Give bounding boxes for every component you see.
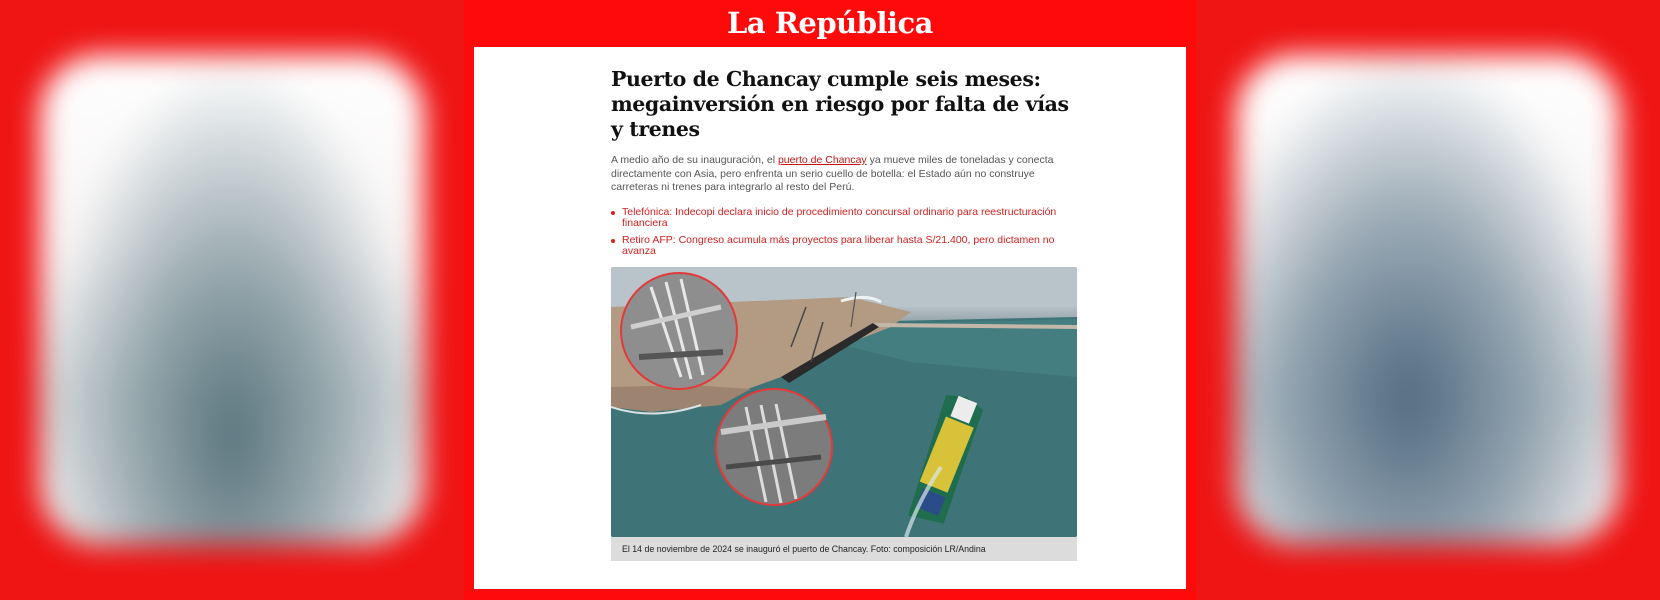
related-links xyxy=(611,207,1079,258)
brand-logo[interactable]: La República xyxy=(727,6,933,40)
inset-highway-photo xyxy=(621,273,737,389)
article-photo[interactable] xyxy=(611,267,1077,537)
related-link[interactable] xyxy=(611,207,1079,230)
photo-caption: El 14 de noviembre de 2024 se inauguró el puerto de Chancay. Foto: composición LR/Andina xyxy=(611,537,1077,561)
article-frame xyxy=(464,0,1196,600)
summary-text-start: A medio año de su inauguración, el xyxy=(611,154,778,166)
bullet-icon xyxy=(611,239,615,243)
blurred-background-right xyxy=(1196,0,1660,600)
bullet-icon xyxy=(611,211,615,215)
inset-tunnel-photo xyxy=(716,389,832,505)
blurred-background-left xyxy=(0,0,464,600)
article-content xyxy=(611,67,1079,561)
related-link-text: Telefónica: Indecopi declara inicio de procedimiento concursal ordinario para reestructuración financiera xyxy=(622,205,1057,229)
related-link-text: Retiro AFP: Congreso acumula más proyectos para liberar hasta S/21.400, pero dictamen no avanza xyxy=(622,233,1055,257)
summary-text-end: ya mueve miles de toneladas y conecta directamente con Asia, pero enfrenta un serio cuello de botella: el Estado aún no construye carreteras ni trenes para integrarlo al resto del Perú. xyxy=(611,154,1054,193)
article-headline[interactable]: Puerto de Chancay cumple seis meses: megainversión en riesgo por falta de vías y trenes xyxy=(611,67,1069,141)
port-aerial-illustration xyxy=(611,267,1077,537)
article-summary xyxy=(611,154,1079,195)
article-card xyxy=(474,47,1186,589)
chancay-link[interactable]: puerto de Chancay xyxy=(777,154,867,166)
related-link[interactable] xyxy=(611,235,1079,258)
